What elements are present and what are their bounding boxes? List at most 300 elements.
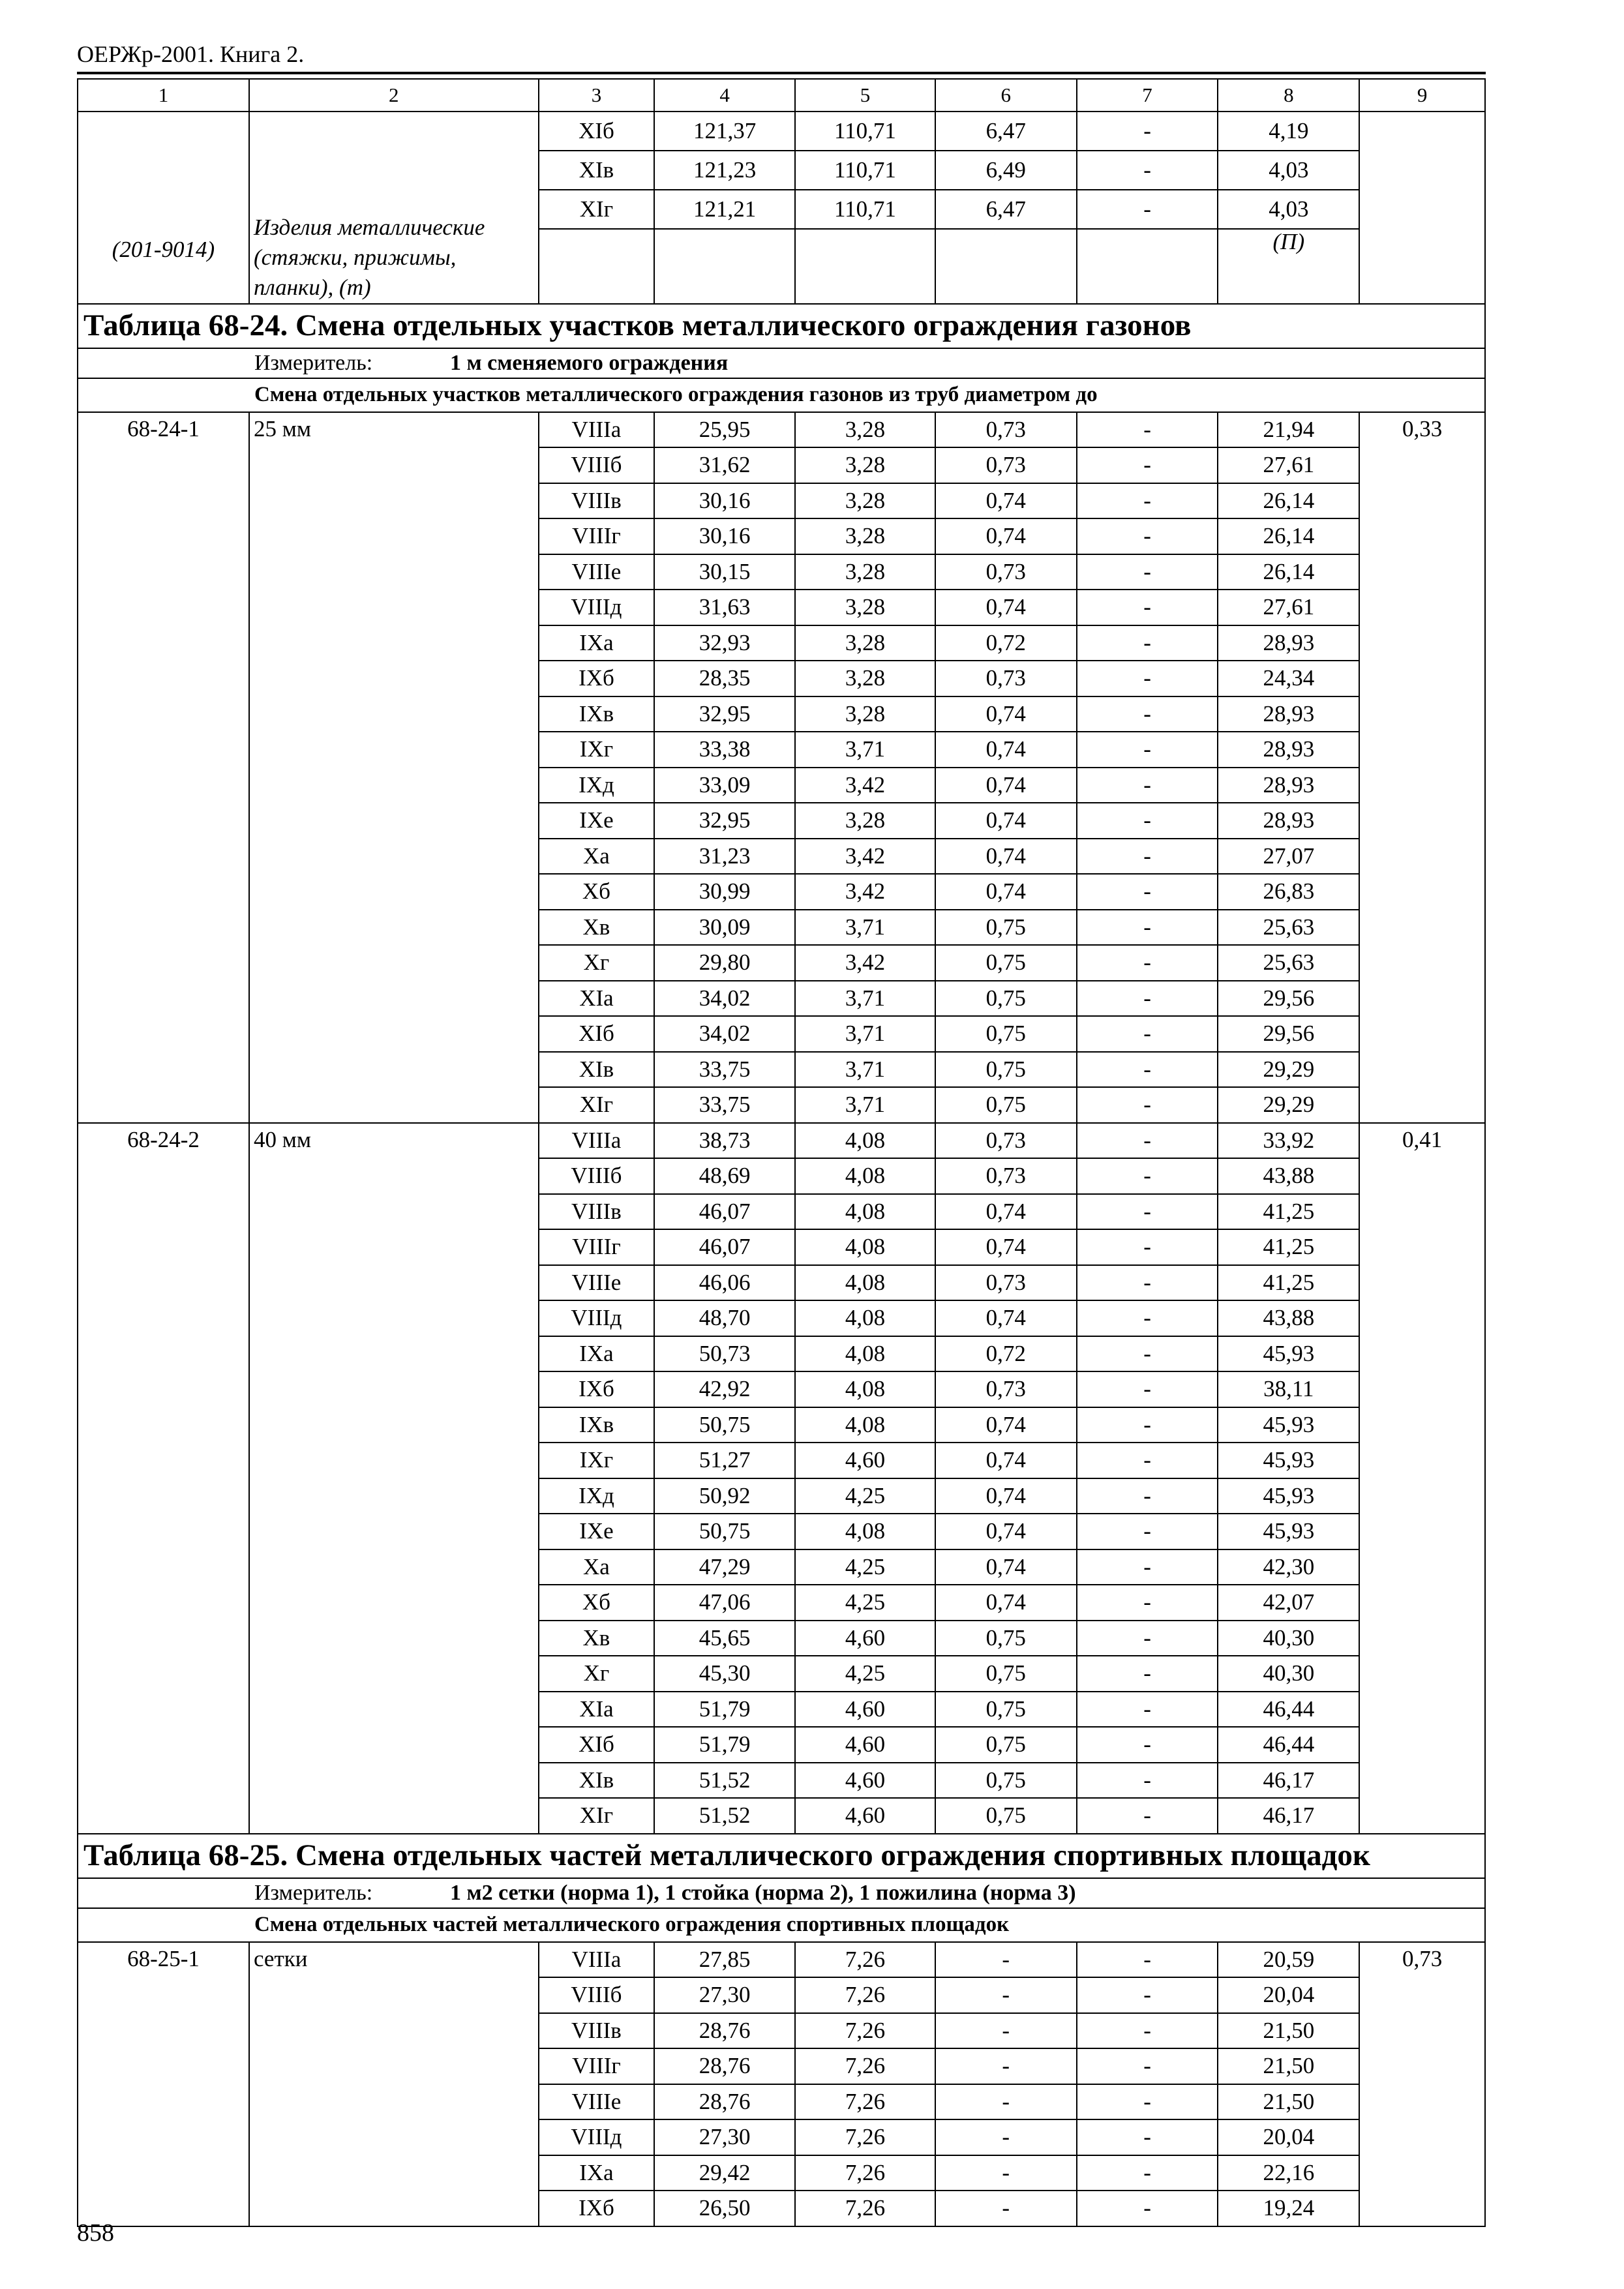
cell-zone: XIб xyxy=(539,1727,655,1763)
cell-c7: - xyxy=(1077,1549,1218,1585)
cell-c5: 3,71 xyxy=(795,1016,935,1052)
subheading-row xyxy=(78,378,1485,412)
cell-c8: 20,04 xyxy=(1218,1977,1359,2013)
cell-c7: - xyxy=(1077,768,1218,803)
cell-c7: - xyxy=(1077,1265,1218,1301)
cell-c6: 0,74 xyxy=(935,768,1077,803)
cell-c7: - xyxy=(1077,981,1218,1017)
cell-c5: 3,28 xyxy=(795,412,935,448)
cell-c5: 3,28 xyxy=(795,803,935,839)
cell-zone: IXа xyxy=(539,1336,655,1372)
cell-c4: 45,30 xyxy=(654,1656,795,1692)
cell-c4: 45,65 xyxy=(654,1621,795,1656)
cell-c5: 3,42 xyxy=(795,874,935,910)
cell-c4: 51,79 xyxy=(654,1727,795,1763)
table-title: Таблица 68-24. Смена отдельных участков металлического ограждения газонов xyxy=(78,304,1485,348)
cell-c5: 3,71 xyxy=(795,981,935,1017)
cell-c6: - xyxy=(935,2119,1077,2155)
cell-c6: 0,74 xyxy=(935,1585,1077,1621)
cell-c5: 7,26 xyxy=(795,2191,935,2226)
page-header xyxy=(77,40,1486,74)
cell-c7: - xyxy=(1077,874,1218,910)
cell-zone: IXг xyxy=(539,732,655,768)
cell-zone: VIIIд xyxy=(539,1300,655,1336)
cell-zone: XIг xyxy=(539,1798,655,1834)
cell-c8: 29,29 xyxy=(1218,1052,1359,1088)
cell-c5: 7,26 xyxy=(795,1942,935,1978)
cell-c8: 29,56 xyxy=(1218,981,1359,1017)
cell-zone xyxy=(539,229,655,304)
cell-c4: 33,09 xyxy=(654,768,795,803)
cell-c8: 43,88 xyxy=(1218,1158,1359,1194)
column-number: 4 xyxy=(654,79,795,112)
cell-c4: 48,69 xyxy=(654,1158,795,1194)
cell-c8: 26,14 xyxy=(1218,554,1359,590)
cell-c6: - xyxy=(935,1942,1077,1978)
cell-c4: 46,07 xyxy=(654,1194,795,1230)
cell-c8: 26,14 xyxy=(1218,483,1359,519)
table-row xyxy=(78,412,1485,448)
cell-c6: 0,74 xyxy=(935,1407,1077,1443)
cell-c7: - xyxy=(1077,1371,1218,1407)
cell-c4: 34,02 xyxy=(654,981,795,1017)
cell-c6: 0,75 xyxy=(935,1016,1077,1052)
cell-zone: IXб xyxy=(539,1371,655,1407)
cell-zone: VIIIе xyxy=(539,2084,655,2120)
cell-c8: 38,11 xyxy=(1218,1371,1359,1407)
cell-c8: 26,83 xyxy=(1218,874,1359,910)
cell-c4: 121,23 xyxy=(654,151,795,190)
cell-c5: 4,08 xyxy=(795,1265,935,1301)
cell-c8: 46,44 xyxy=(1218,1692,1359,1728)
cell-c4: 34,02 xyxy=(654,1016,795,1052)
cell-c4: 51,52 xyxy=(654,1798,795,1834)
norm-col9: 0,33 xyxy=(1359,412,1485,1123)
cell-c4: 30,99 xyxy=(654,874,795,910)
norm-name: сетки xyxy=(249,1942,539,2226)
cell-c4: 25,95 xyxy=(654,412,795,448)
cell-c6: 0,75 xyxy=(935,910,1077,946)
cell-zone: XIб xyxy=(539,112,655,151)
column-number: 1 xyxy=(78,79,249,112)
cell-c4: 27,30 xyxy=(654,2119,795,2155)
cell-zone: IXа xyxy=(539,2155,655,2191)
subheading-row xyxy=(78,1908,1485,1942)
cell-c7: - xyxy=(1077,1087,1218,1123)
cell-c7: - xyxy=(1077,1336,1218,1372)
cell-c6: 0,74 xyxy=(935,518,1077,554)
cell-c8: 20,04 xyxy=(1218,2119,1359,2155)
cell-c6: 0,74 xyxy=(935,696,1077,732)
cell-c6: 0,75 xyxy=(935,1692,1077,1728)
cell-c5: 3,42 xyxy=(795,945,935,981)
cell-c7: - xyxy=(1077,661,1218,696)
cell-c6: 0,74 xyxy=(935,590,1077,625)
cell-c8: 25,63 xyxy=(1218,910,1359,946)
cell-c4: 33,38 xyxy=(654,732,795,768)
cell-c5: 4,60 xyxy=(795,1763,935,1799)
cell-c4: 28,76 xyxy=(654,2048,795,2084)
measure-cell xyxy=(78,348,1485,378)
cell-c7: - xyxy=(1077,1727,1218,1763)
table-title-row xyxy=(78,304,1485,348)
cell-c4: 27,30 xyxy=(654,1977,795,2013)
cell-c5: 4,08 xyxy=(795,1514,935,1549)
cell-c4 xyxy=(654,229,795,304)
cell-c5: 3,28 xyxy=(795,696,935,732)
cell-zone: XIв xyxy=(539,1052,655,1088)
cell-c8: 42,07 xyxy=(1218,1585,1359,1621)
norm-col9: 0,41 xyxy=(1359,1123,1485,1834)
cell-c7: - xyxy=(1077,696,1218,732)
cell-c5: 3,71 xyxy=(795,910,935,946)
cell-zone: IXв xyxy=(539,696,655,732)
cell-c7: - xyxy=(1077,1158,1218,1194)
cell-c5: 4,08 xyxy=(795,1123,935,1159)
cell-c7: - xyxy=(1077,1194,1218,1230)
cell-c4: 47,06 xyxy=(654,1585,795,1621)
cell-zone: IXд xyxy=(539,1478,655,1514)
column-number: 3 xyxy=(539,79,655,112)
table-title: Таблица 68-25. Смена отдельных частей металлического ограждения спортивных площадок xyxy=(78,1834,1485,1878)
measure-value: 1 м сменяемого ограждения xyxy=(450,350,729,375)
cell-c5: 7,26 xyxy=(795,2084,935,2120)
cell-c8: 21,50 xyxy=(1218,2013,1359,2049)
cell-c8: 28,93 xyxy=(1218,625,1359,661)
cell-c4: 38,73 xyxy=(654,1123,795,1159)
cell-c7: - xyxy=(1077,1763,1218,1799)
cell-zone: XIа xyxy=(539,981,655,1017)
cell-c7: - xyxy=(1077,2191,1218,2226)
cell-c5: 4,08 xyxy=(795,1407,935,1443)
cell-zone: XIб xyxy=(539,1016,655,1052)
measure-label: Измеритель: xyxy=(254,1880,373,1905)
cell-c5: 3,28 xyxy=(795,661,935,696)
subheading: Смена отдельных участков металлического ограждения газонов из труб диаметром до xyxy=(78,378,1485,412)
cell-c5: 4,60 xyxy=(795,1798,935,1834)
cell-c7: - xyxy=(1077,1514,1218,1549)
column-number: 7 xyxy=(1077,79,1218,112)
cell-c7: - xyxy=(1077,1798,1218,1834)
cell-c7: - xyxy=(1077,2119,1218,2155)
cell-c7: - xyxy=(1077,1692,1218,1728)
cell-c6: 0,72 xyxy=(935,1336,1077,1372)
cell-c5: 4,08 xyxy=(795,1229,935,1265)
cell-c6: 6,49 xyxy=(935,151,1077,190)
cell-c6: 0,73 xyxy=(935,661,1077,696)
cell-c5: 4,60 xyxy=(795,1727,935,1763)
cell-c5: 4,08 xyxy=(795,1158,935,1194)
cell-c8: 28,93 xyxy=(1218,732,1359,768)
cell-c6: 0,75 xyxy=(935,1621,1077,1656)
cell-c4: 31,62 xyxy=(654,447,795,483)
cell-c7: - xyxy=(1077,1123,1218,1159)
cell-c7: - xyxy=(1077,625,1218,661)
cell-c8: 27,61 xyxy=(1218,447,1359,483)
cell-c6: 0,73 xyxy=(935,1265,1077,1301)
norm-name: 25 мм xyxy=(249,412,539,1123)
cell-zone: VIIIд xyxy=(539,2119,655,2155)
norm-code: 68-25-1 xyxy=(78,1942,249,2226)
page-number: 858 xyxy=(77,2219,114,2247)
cell-c6: 0,74 xyxy=(935,1229,1077,1265)
cell-c7: - xyxy=(1077,1478,1218,1514)
cell-c4: 50,75 xyxy=(654,1514,795,1549)
cell-c4: 50,73 xyxy=(654,1336,795,1372)
column-number: 6 xyxy=(935,79,1077,112)
cell-c4: 46,06 xyxy=(654,1265,795,1301)
cell-c5: 110,71 xyxy=(795,112,935,151)
measure-value: 1 м2 сетки (норма 1), 1 стойка (норма 2), 1 пожилина (норма 3) xyxy=(450,1880,1076,1905)
cell-zone: XIа xyxy=(539,1692,655,1728)
cell-c7: - xyxy=(1077,151,1218,190)
cell-c6: 0,74 xyxy=(935,839,1077,875)
cell-c8: 46,44 xyxy=(1218,1727,1359,1763)
cell-c6: 0,75 xyxy=(935,1656,1077,1692)
resource-code: (201-9014) xyxy=(78,112,249,304)
cell-c4: 48,70 xyxy=(654,1300,795,1336)
cell-c8: 27,61 xyxy=(1218,590,1359,625)
cell-c6: - xyxy=(935,2048,1077,2084)
cell-c4: 28,76 xyxy=(654,2013,795,2049)
cell-c5: 4,08 xyxy=(795,1300,935,1336)
cell-c7: - xyxy=(1077,1977,1218,2013)
cell-c5: 4,08 xyxy=(795,1371,935,1407)
cell-c7: - xyxy=(1077,554,1218,590)
cell-c6: 0,73 xyxy=(935,1123,1077,1159)
cell-zone: VIIIв xyxy=(539,2013,655,2049)
cell-c4: 30,16 xyxy=(654,483,795,519)
resource-class: (П) xyxy=(1218,229,1359,304)
resource-name: Изделия металлические (стяжки, прижимы, планки), (т) xyxy=(249,112,539,304)
cell-c8: 4,03 xyxy=(1218,190,1359,229)
cell-c8: 21,94 xyxy=(1218,412,1359,448)
column-numbers-row xyxy=(78,79,1485,112)
cell-c6: 0,75 xyxy=(935,1727,1077,1763)
cell-c7: - xyxy=(1077,1443,1218,1478)
cell-c6: 0,74 xyxy=(935,803,1077,839)
table-row xyxy=(78,112,1485,151)
cell-c4: 32,95 xyxy=(654,696,795,732)
cell-c8: 45,93 xyxy=(1218,1478,1359,1514)
measure-cell xyxy=(78,1878,1485,1908)
cell-c6: 0,74 xyxy=(935,732,1077,768)
cell-c5: 3,28 xyxy=(795,554,935,590)
column-number: 8 xyxy=(1218,79,1359,112)
cell-c7: - xyxy=(1077,1585,1218,1621)
cell-zone: VIIIд xyxy=(539,590,655,625)
cell-zone: IXа xyxy=(539,625,655,661)
cell-c8: 40,30 xyxy=(1218,1656,1359,1692)
cell-c4: 30,16 xyxy=(654,518,795,554)
cell-c8: 20,59 xyxy=(1218,1942,1359,1978)
cell-c8: 28,93 xyxy=(1218,768,1359,803)
cell-zone: VIIIб xyxy=(539,1158,655,1194)
cell-c5: 3,71 xyxy=(795,1052,935,1088)
cell-zone: VIIIе xyxy=(539,1265,655,1301)
cell-zone: VIIIа xyxy=(539,1942,655,1978)
cell-c4: 33,75 xyxy=(654,1052,795,1088)
cell-c6: 0,74 xyxy=(935,1443,1077,1478)
cell-c8: 28,93 xyxy=(1218,803,1359,839)
cell-c5: 3,28 xyxy=(795,447,935,483)
cell-c7: - xyxy=(1077,1407,1218,1443)
cell-c7: - xyxy=(1077,1300,1218,1336)
cell-c5: 110,71 xyxy=(795,151,935,190)
cell-c7: - xyxy=(1077,190,1218,229)
cell-c5: 3,28 xyxy=(795,625,935,661)
cell-zone: Xа xyxy=(539,1549,655,1585)
cell-zone: VIIIб xyxy=(539,447,655,483)
cell-c8: 45,93 xyxy=(1218,1407,1359,1443)
cell-c5: 3,28 xyxy=(795,483,935,519)
cell-c4: 46,07 xyxy=(654,1229,795,1265)
cell-c5: 4,25 xyxy=(795,1656,935,1692)
cell-c7: - xyxy=(1077,447,1218,483)
cell-c7: - xyxy=(1077,732,1218,768)
cell-c6: 0,73 xyxy=(935,1371,1077,1407)
cell-c4: 27,85 xyxy=(654,1942,795,1978)
cell-c6: 0,74 xyxy=(935,874,1077,910)
cell-zone: VIIIг xyxy=(539,518,655,554)
cell-c7: - xyxy=(1077,412,1218,448)
cell-c8: 26,14 xyxy=(1218,518,1359,554)
cell-c5: 4,25 xyxy=(795,1549,935,1585)
cell-c7: - xyxy=(1077,839,1218,875)
cell-c4: 42,92 xyxy=(654,1371,795,1407)
cell-zone: IXб xyxy=(539,2191,655,2226)
cell-zone: XIг xyxy=(539,190,655,229)
cell-c6: - xyxy=(935,2191,1077,2226)
cell-c4: 121,37 xyxy=(654,112,795,151)
cell-c6: 0,75 xyxy=(935,945,1077,981)
cell-c4: 51,52 xyxy=(654,1763,795,1799)
cell-c6: - xyxy=(935,1977,1077,2013)
book-title: ОЕРЖр-2001. Книга 2. xyxy=(77,41,305,67)
cell-zone: VIIIе xyxy=(539,554,655,590)
cell-c7: - xyxy=(1077,2013,1218,2049)
cell-c6: 0,74 xyxy=(935,1514,1077,1549)
cell-zone: VIIIв xyxy=(539,1194,655,1230)
cell-c5: 4,08 xyxy=(795,1194,935,1230)
cell-c7: - xyxy=(1077,945,1218,981)
cell-c5: 7,26 xyxy=(795,2155,935,2191)
table-row xyxy=(78,1942,1485,1978)
measure-row xyxy=(78,348,1485,378)
cell-c8: 45,93 xyxy=(1218,1336,1359,1372)
cell-c4: 51,79 xyxy=(654,1692,795,1728)
cell-zone: VIIIг xyxy=(539,2048,655,2084)
column-number: 2 xyxy=(249,79,539,112)
cell-c7: - xyxy=(1077,483,1218,519)
cell-c7: - xyxy=(1077,2048,1218,2084)
cell-c7: - xyxy=(1077,2155,1218,2191)
cell-c6: 0,74 xyxy=(935,1300,1077,1336)
cell-c7: - xyxy=(1077,910,1218,946)
cell-c5: 4,25 xyxy=(795,1478,935,1514)
cell-c8: 4,03 xyxy=(1218,151,1359,190)
cell-c7: - xyxy=(1077,2084,1218,2120)
cell-c7: - xyxy=(1077,1656,1218,1692)
norm-name: 40 мм xyxy=(249,1123,539,1834)
cell-zone: IXв xyxy=(539,1407,655,1443)
cell-c6: 0,75 xyxy=(935,1087,1077,1123)
cell-c6: 0,75 xyxy=(935,1763,1077,1799)
cell-c8: 27,07 xyxy=(1218,839,1359,875)
cell-c8: 40,30 xyxy=(1218,1621,1359,1656)
cell-zone: Xг xyxy=(539,1656,655,1692)
cell-c4: 30,09 xyxy=(654,910,795,946)
cell-c8: 21,50 xyxy=(1218,2048,1359,2084)
cell-c6: 0,73 xyxy=(935,447,1077,483)
cell-c5: 3,71 xyxy=(795,732,935,768)
cell-c4: 33,75 xyxy=(654,1087,795,1123)
cell-c4: 28,76 xyxy=(654,2084,795,2120)
measure-row xyxy=(78,1878,1485,1908)
cell-zone: VIIIв xyxy=(539,483,655,519)
cell-c5: 3,42 xyxy=(795,768,935,803)
cell-c4: 30,15 xyxy=(654,554,795,590)
cell-c7: - xyxy=(1077,112,1218,151)
cell-c6: 0,75 xyxy=(935,981,1077,1017)
subheading: Смена отдельных частей металлического ограждения спортивных площадок xyxy=(78,1908,1485,1942)
cell-c8: 29,56 xyxy=(1218,1016,1359,1052)
cell-c4: 28,35 xyxy=(654,661,795,696)
column-number: 5 xyxy=(795,79,935,112)
cell-c8: 46,17 xyxy=(1218,1763,1359,1799)
cell-zone: XIг xyxy=(539,1087,655,1123)
rates-table xyxy=(77,78,1486,2227)
cell-c5: 7,26 xyxy=(795,2119,935,2155)
cell-c8: 43,88 xyxy=(1218,1300,1359,1336)
cell-c5: 7,26 xyxy=(795,1977,935,2013)
cell-zone: Xг xyxy=(539,945,655,981)
cell-c6: 0,74 xyxy=(935,1549,1077,1585)
cell-c4: 31,63 xyxy=(654,590,795,625)
cell-c8: 19,24 xyxy=(1218,2191,1359,2226)
cell-c4: 29,80 xyxy=(654,945,795,981)
cell-c7: - xyxy=(1077,1229,1218,1265)
cell-zone: IXд xyxy=(539,768,655,803)
cell-c6: - xyxy=(935,2013,1077,2049)
measure-label: Измеритель: xyxy=(254,350,373,375)
cell-c4: 121,21 xyxy=(654,190,795,229)
cell-c6: - xyxy=(935,2084,1077,2120)
column-number: 9 xyxy=(1359,79,1485,112)
cell-zone: Xб xyxy=(539,874,655,910)
cell-c8: 46,17 xyxy=(1218,1798,1359,1834)
cell-c8: 21,50 xyxy=(1218,2084,1359,2120)
cell-c8: 24,34 xyxy=(1218,661,1359,696)
cell-zone: IXе xyxy=(539,1514,655,1549)
cell-c5: 4,60 xyxy=(795,1621,935,1656)
cell-c6: 0,74 xyxy=(935,483,1077,519)
cell-c7: - xyxy=(1077,1016,1218,1052)
cell-c7: - xyxy=(1077,1621,1218,1656)
cell-zone: IXе xyxy=(539,803,655,839)
cell-c5: 3,42 xyxy=(795,839,935,875)
cell-c6: - xyxy=(935,2155,1077,2191)
cell-c5: 3,28 xyxy=(795,590,935,625)
cell-c8: 22,16 xyxy=(1218,2155,1359,2191)
cell-zone: XIв xyxy=(539,1763,655,1799)
cell-c7: - xyxy=(1077,1052,1218,1088)
cell-c7: - xyxy=(1077,518,1218,554)
cell-c8: 4,19 xyxy=(1218,112,1359,151)
cell-c4: 31,23 xyxy=(654,839,795,875)
cell-c5: 3,28 xyxy=(795,518,935,554)
cell-c4: 29,42 xyxy=(654,2155,795,2191)
